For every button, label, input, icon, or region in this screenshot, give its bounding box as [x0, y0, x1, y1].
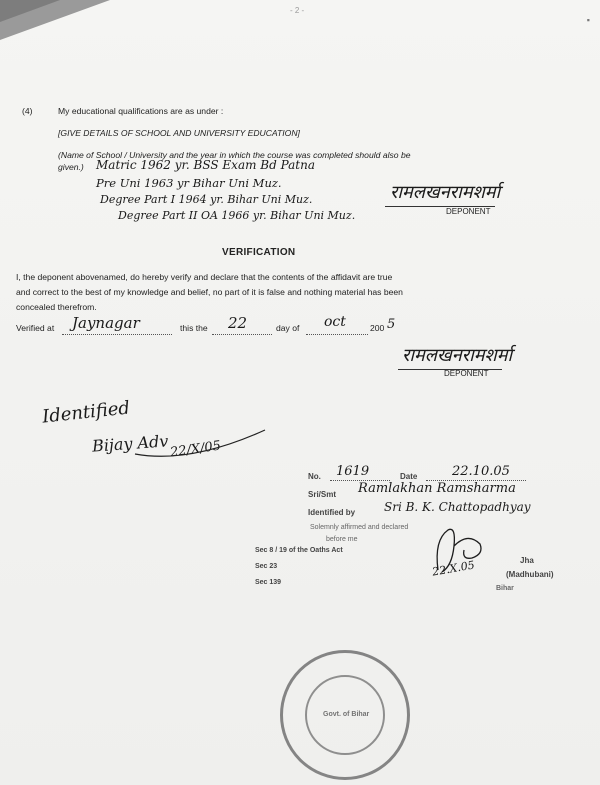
qualification-1: Matric 1962 yr. BSS Exam Bd Patna [96, 158, 315, 172]
verification-line2: and correct to the best of my knowledge and belief, no part of it is false and nothing material has been [16, 287, 403, 297]
notary-bihar: Bihar [496, 585, 514, 592]
qualification-3: Degree Part I 1964 yr. Bihar Uni Muz. [100, 193, 313, 206]
notary-no-label: No. [308, 472, 321, 481]
day-of-label: day of [276, 323, 300, 333]
identifier-line3: 22/X/05 [169, 438, 222, 461]
notary-initials-date: 22.X.05 [431, 558, 476, 579]
deponent-signature-1: रामलखनरामशर्मा [390, 182, 501, 203]
notary-place-tail: (Madhubani) [506, 570, 554, 579]
verified-day: 22 [228, 314, 248, 332]
section-note-line1: (Name of School / University and the year in which the course was completed should also be [58, 150, 411, 160]
deponent-label-1: DEPONENT [446, 207, 491, 216]
qualification-4: Degree Part II OA 1966 yr. Bihar Uni Muz. [118, 209, 356, 222]
qualification-2: Pre Uni 1963 yr Bihar Uni Muz. [96, 176, 282, 190]
notary-faint-2: before me [326, 536, 358, 543]
notary-identified-label: Identified by [308, 508, 356, 517]
notary-identified-value: Sri B. K. Chattopadhyay [384, 500, 531, 514]
notary-sec-1: Sec 8 / 19 of the Oaths Act [255, 547, 343, 554]
year-suffix: 5 [387, 317, 396, 332]
identifier-flourish [130, 424, 270, 464]
verified-place: Jaynagar [72, 314, 140, 332]
verification-line1: I, the deponent abovenamed, do hereby verify and declare that the contents of the affidavit are true [16, 272, 393, 282]
deponent-label-2: DEPONENT [444, 369, 489, 378]
notary-seal [280, 650, 410, 780]
section-note-line2: given.) [58, 162, 84, 172]
section-number: (4) [22, 106, 33, 116]
verified-month: oct [324, 314, 346, 330]
folded-corner [0, 0, 110, 40]
affidavit-page: - 2 - ▪ (4) My educational qualifications are as under : [GIVE DETAILS OF SCHOOL AND UNIVERSITY EDUCATION] (Name of School / University and the year in which the course was completed should also be given.) Matric 1962 yr. BSS Exam Bd Patna Pre Uni 1963 yr Bihar Uni Muz. Degree Part I 1964 yr. Bihar Uni Muz. Degree Part II OA 1966 yr. Bihar Uni Muz. रामलखनरामशर्मा DEPONENT VERIFICATION I, the deponent abovenamed, do hereby verify and declare that the contents of the affidavit are true and correct to the best of my knowledge and belief, no part of it is false and nothing material has been concealed therefrom. Verified at Jaynagar this the 22 day of oct 200 5 रामलखनरामशर्मा DEPONENT Identified Bijay Adv 22/X/05 No. 1619 Date 22.10.05 Sri/Smt Ramlakhan Ramsharma Identified by Sri B. K. Chattopadhyay Solemnly affirmed and declared before me Sec 8 / 19 of the Oaths Act Sec 23 Sec 139 22.X.05 Jha (Madhubani) Bihar Govt. of Bihar [0, 0, 600, 785]
notary-sec-3: Sec 139 [255, 579, 282, 586]
notary-name-tail: Jha [520, 556, 534, 565]
verified-at-label: Verified at [16, 323, 55, 333]
verification-line3: concealed therefrom. [16, 302, 97, 312]
notary-sri-label: Sri/Smt [308, 490, 337, 499]
page-number: - 2 - [290, 6, 305, 15]
notary-sec-2: Sec 23 [255, 563, 278, 570]
deponent-signature-2: रामलखनरामशर्मा [402, 345, 513, 366]
verification-title: VERIFICATION [222, 247, 296, 258]
identifier-line2: Bijay Adv [91, 431, 169, 456]
section-intro: My educational qualifications are as under : [58, 106, 224, 116]
notary-sri-value: Ramlakhan Ramsharma [358, 481, 516, 496]
this-the-label: this the [180, 323, 208, 333]
notary-no-value: 1619 [336, 464, 370, 479]
notary-faint-1: Solemnly affirmed and declared [310, 524, 409, 531]
seal-text: Govt. of Bihar [323, 711, 370, 718]
year-prefix: 200 [370, 323, 385, 333]
notary-date-label: Date [400, 472, 418, 481]
identifier-line1: Identified [41, 397, 131, 428]
notary-date-value: 22.10.05 [452, 464, 510, 479]
section-instruction: [GIVE DETAILS OF SCHOOL AND UNIVERSITY EDUCATION] [58, 128, 300, 138]
